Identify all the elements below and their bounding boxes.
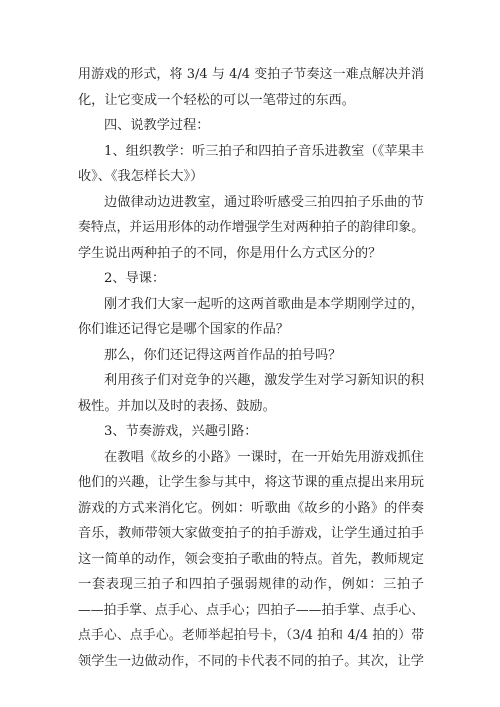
text-line: 那么，你们还记得这两首作品的拍号吗？	[104, 348, 342, 363]
text-line: 边做律动边进教室，通过聆听感受三拍四拍子乐曲的节	[104, 195, 424, 210]
text-line: 奏特点，并运用形体的动作增强学生对两种拍子的韵律印象。	[78, 220, 424, 235]
text-line: 用游戏的形式，将 3/4 与 4/4 变拍子节奏这一难点解决并消	[78, 67, 424, 82]
text-line: 领学生一边做动作，不同的卡代表不同的拍子。其次，让学	[78, 654, 424, 669]
section-heading: 四、说教学过程：	[104, 118, 210, 133]
text-line: 音乐，教师带领大家做变拍子的拍手游戏，让学生通过拍手	[78, 526, 424, 541]
text-line: 一套表现三拍子和四拍子强弱规律的动作，例如：三拍子	[78, 577, 424, 592]
text-line: 点手心、点手心。老师举起拍号卡，（3/4 拍和 4/4 拍的）带	[78, 628, 424, 643]
text-line: 化，让它变成一个轻松的可以一笔带过的东西。	[78, 93, 355, 108]
text-line: 1、组织教学：听三拍子和四拍子音乐进教室（《苹果丰	[104, 144, 424, 159]
text-line: 刚才我们大家一起听的这两首歌曲是本学期刚学过的，	[104, 297, 424, 312]
text-line: 学生说出两种拍子的不同，你是用什么方式区分的？	[78, 246, 382, 261]
text-line: 这一简单的动作，领会变拍子歌曲的特点。首先，教师规定	[78, 552, 424, 567]
text-line: 游戏的方式来消化它。例如：听歌曲《故乡的小路》的伴奏	[78, 501, 424, 516]
section-heading: 3、节奏游戏，兴趣引路：	[104, 424, 258, 439]
text-line: 你们谁还记得它是哪个国家的作品？	[78, 322, 289, 337]
text-line: 在教唱《故乡的小路》一课时，在一开始先用游戏抓住	[104, 450, 424, 465]
text-line: ——拍手掌、点手心、点手心；四拍子——拍手掌、点手心、	[78, 603, 424, 618]
section-heading: 2、导课：	[104, 271, 166, 286]
text-line: 极性。并加以及时的表扬、鼓励。	[78, 399, 276, 414]
text-line: 收》、《我怎样长大》）	[78, 169, 204, 184]
text-line: 利用孩子们对竞争的兴趣，激发学生对学习新知识的积	[104, 373, 424, 388]
text-line: 他们的兴趣，让学生参与其中，将这节课的重点提出来用玩	[78, 475, 424, 490]
